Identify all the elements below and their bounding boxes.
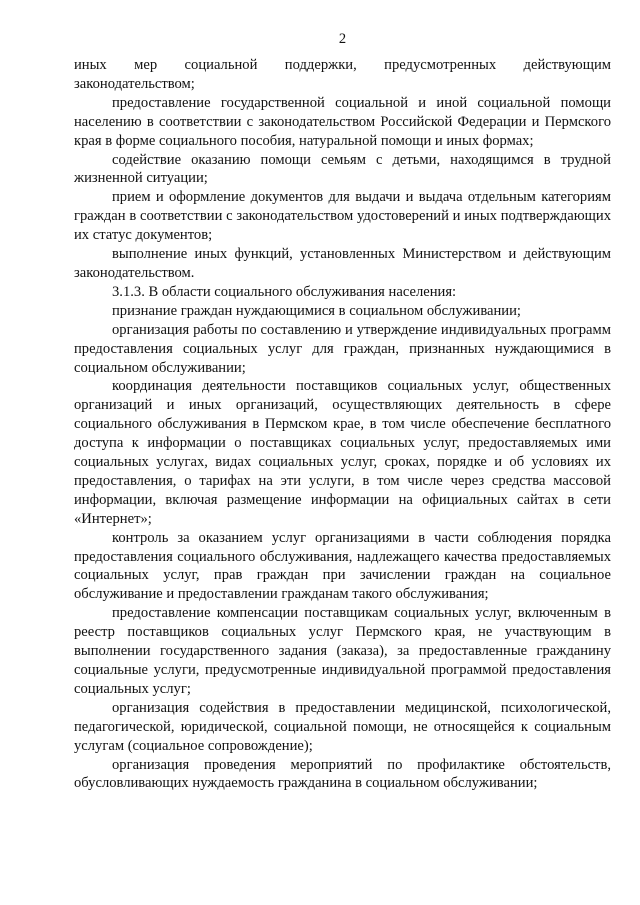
- paragraph-continuation: иных мер социальной поддержки, предусмотренных действующим законодательством;: [74, 57, 611, 92]
- paragraph-family-assistance: содействие оказанию помощи семьям с детьми, находящимся в трудной жизненной ситуации;: [74, 151, 611, 187]
- paragraph-social-support: организация содействия в предоставлении медицинской, психологической, педагогической, юридической, социальной помощи, не относящейся к социальным услугам (социальное сопровождение);: [74, 699, 611, 754]
- paragraph-documents: прием и оформление документов для выдачи и выдача отдельным категориям граждан в соответствии с законодательством удостоверений и иных подтверждающих их статус документов;: [74, 189, 611, 244]
- paragraph-recognition: признание граждан нуждающимися в социальном обслуживании;: [112, 302, 521, 319]
- paragraph-coordination: координация деятельности поставщиков социальных услуг, общественных организаций и иных организаций, осуществляющих деятельность в сфере социального обслуживания в Пермском крае, в том числе обеспечение бесплатного доступа к информации о поставщиках социальных услуг, предоставляемых ими социальных услугах, видах социальных услуг, сроках, порядке и об условиях их предоставления, о тарифах на эти услуги, в том числе через средства массовой информации, включая размещение информации на официальных сайтах в сети «Интернет»;: [74, 378, 611, 527]
- section-heading-3-1-3: 3.1.3. В области социального обслуживания населения:: [112, 283, 457, 300]
- paragraph-individual-programs: организация работы по составлению и утверждение индивидуальных программ предоставления социальных услуг для граждан, признанных нуждающимися в социальном обслуживании;: [74, 321, 611, 376]
- paragraph-other-functions: выполнение иных функций, установленных Министерством и действующим законодательством.: [74, 246, 611, 281]
- page-number: 2: [338, 31, 347, 47]
- paragraph-social-assistance: предоставление государственной социальной и иной социальной помощи населению в соответствии с законодательством Российской Федерации и Пермского края в форме социального пособия, натуральной помощи и иных формах;: [74, 94, 611, 149]
- paragraph-control: контроль за оказанием услуг организациями в части соблюдения порядка предоставления социального обслуживания, надлежащего качества предоставляемых социальных услуг, прав граждан при зачислении граждан на социальное обслуживание и предоставлении гражданам такого обслуживания;: [74, 529, 611, 603]
- paragraph-prevention: организация проведения мероприятий по профилактике обстоятельств, обусловливающих нуждаемость гражданина в социальном обслуживании;: [74, 756, 611, 792]
- paragraph-compensation: предоставление компенсации поставщикам социальных услуг, включенным в реестр поставщиков социальных услуг Пермского края, не участвующим в выполнении государственного задания (заказа), за предоставленные гражданину социальные услуги, предусмотренные индивидуальной программой предоставления социальных услуг;: [74, 605, 611, 697]
